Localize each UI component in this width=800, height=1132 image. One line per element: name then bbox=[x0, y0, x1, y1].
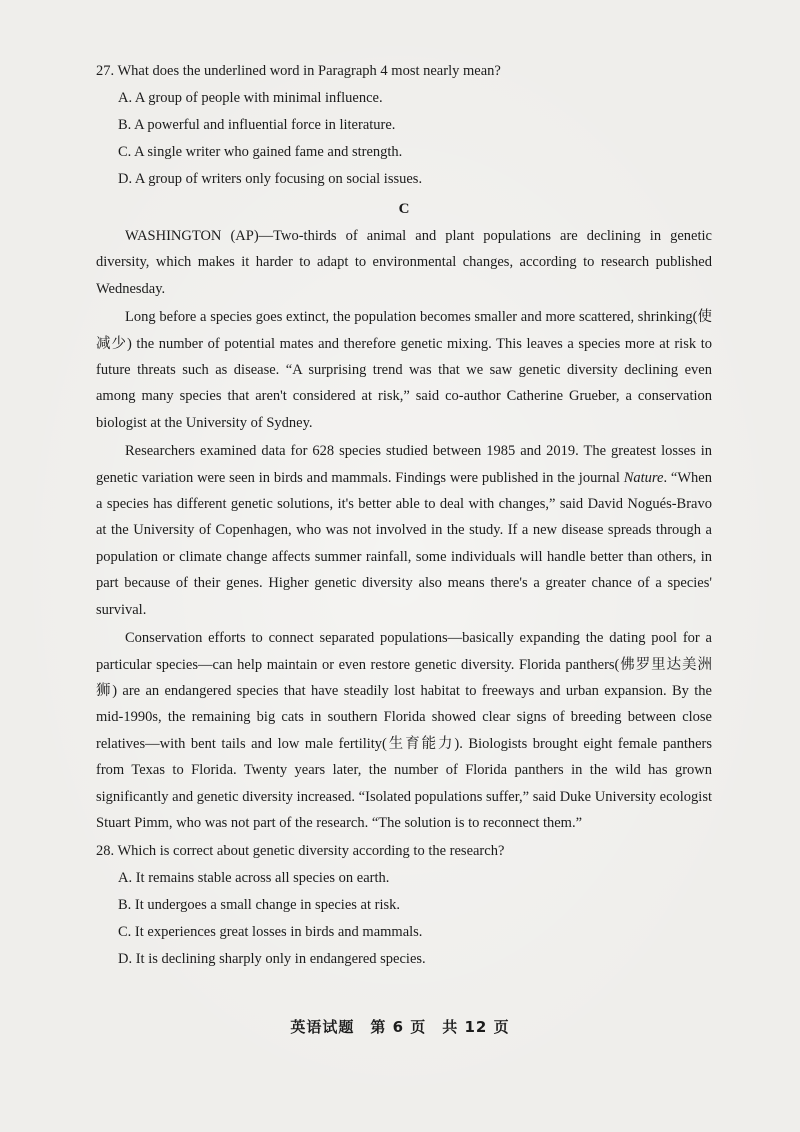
paragraph-3-part-a: Researchers examined data for 628 species studied between 1985 and 2019. The greatest losses in genetic variation were seen in birds and mammals. Findings were published in the journal bbox=[96, 443, 712, 486]
question-27-option-b: B. A powerful and influential force in literature. bbox=[118, 117, 396, 133]
journal-name: Nature bbox=[623, 469, 664, 486]
question-27-option-c: C. A single writer who gained fame and strength. bbox=[118, 144, 403, 160]
question-28-option-d: D. It is declining sharply only in endangered species. bbox=[118, 951, 426, 968]
passage-paragraph-4: Conservation efforts to connect separated populations—basically expanding the dating pool for a particular species—can help maintain or even restore genetic diversity. Florida panthers(佛罗里达美洲狮) are an endangered species that have steadily lost habitat to freeways and urban expansion. By the mid-1990s, the remaining big cats in southern Florida showed clear signs of breeding between close relatives—with bent tails and low male fertility(生育能力). Biologists brought eight female panthers from Texas to Florida. Twenty years later, the number of Florida panthers in the wild has grown significantly and genetic diversity increased. “Isolated populations suffer,” said Duke University ecologist Stuart Pimm, who was not part of the research. “The solution is to reconnect them.” bbox=[96, 630, 712, 831]
question-27-option-d: D. A group of writers only focusing on social issues. bbox=[118, 171, 423, 187]
paragraph-3-part-b: . “When a species has different genetic solutions, it's better able to deal with changes,” said David Nogués-Bravo at the University of Copenhagen, who was not involved in the study. If a new disease spreads through a population or climate change affects summer rainfall, some individuals will handle better than others, in part because of their genes. Higher genetic diversity also means there's a greater chance of a species' survival. bbox=[96, 469, 712, 618]
passage-paragraph-1: WASHINGTON (AP)—Two-thirds of animal and plant populations are declining in genetic diversity, which makes it harder to adapt to environmental changes, according to research published Wednesday. bbox=[96, 228, 712, 297]
passage-paragraph-3 bbox=[96, 438, 712, 623]
question-28-option-b: B. It undergoes a small change in species at risk. bbox=[118, 897, 401, 914]
question-28-stem: 28. Which is correct about genetic diversity according to the research? bbox=[96, 843, 505, 860]
passage-c bbox=[96, 223, 712, 836]
passage-paragraph-2: Long before a species goes extinct, the population becomes smaller and more scattered, shrinking(使减少) the number of potential mates and therefore genetic mixing. This leaves a species more at risk to future threats such as disease. “A surprising trend was that we saw genetic diversity declining even among many species that aren't considered at risk,” said co-author Catherine Grueber, a conservation biologist at the University of Sydney. bbox=[96, 309, 712, 431]
section-c-label: C bbox=[398, 201, 410, 217]
question-28-option-a: A. It remains stable across all species on earth. bbox=[118, 870, 390, 887]
page-footer: 英语试题 第 6 页 共 12 页 bbox=[290, 1018, 510, 1036]
question-28 bbox=[96, 838, 712, 973]
question-27-option-a: A. A group of people with minimal influence. bbox=[118, 90, 383, 106]
question-28-option-c: C. It experiences great losses in birds and mammals. bbox=[118, 924, 423, 941]
question-27-stem: 27. What does the underlined word in Paragraph 4 most nearly mean? bbox=[96, 63, 501, 79]
question-27 bbox=[96, 58, 712, 193]
